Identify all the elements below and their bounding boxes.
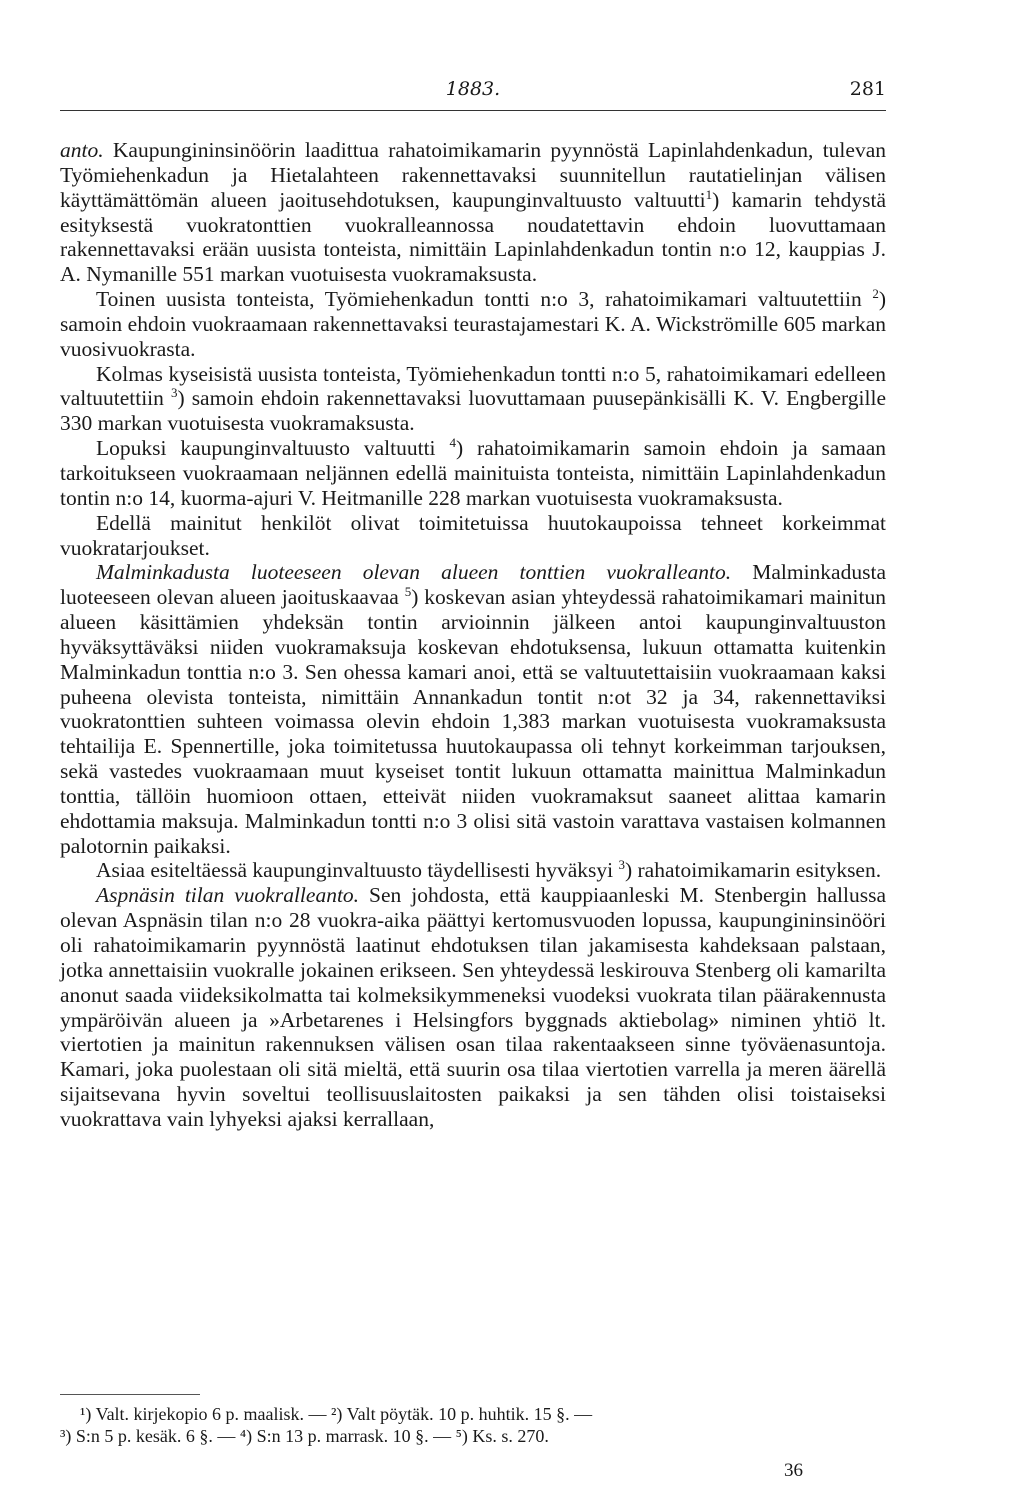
footnote-ref-3b: 3	[618, 857, 625, 873]
footnote-separator	[60, 1394, 200, 1395]
section-heading-malminkatu: Malminkadusta luoteeseen olevan alueen tonttien vuokralleanto.	[96, 560, 732, 585]
footnote-line-1: ¹) Valt. kirjekopio 6 p. maalisk. — ²) Valt pöytäk. 10 p. huhtik. 15 §. —	[80, 1404, 593, 1424]
footnote-ref-4: 4	[449, 434, 456, 450]
paragraph-7-text: Asiaa esiteltäessä kaupunginvaltuusto täydellisesti hyväksyi	[96, 858, 614, 883]
paragraph-7-text-cont: ) rahatoimikamarin esityksen.	[624, 858, 882, 883]
paragraph-3-text: Kolmas kyseisistä uusista tonteista, Työmiehenkadun tontti n:o 5, rahatoimikamari edelleen valtuutettiin	[60, 361, 886, 411]
paragraph-5-text: Edellä mainitut henkilöt olivat toimitetuissa huutokaupoissa tehneet korkeimmat vuokratarjoukset.	[60, 510, 886, 560]
paragraph-3	[60, 362, 886, 437]
paragraph-8-text: Sen johdosta, että kauppiaanleski M. Stenbergin hallussa olevan Aspnäsin tilan n:o 28 vuokra-aika päättyi kertomusvuoden lopussa, kaupungininsinööri oli rahatoimikamarin pyynnöstä laatinut ehdotuksen tilan jakamisesta kahdeksaan palstaan, jotka annettaisiin vuokralle jokainen erikseen. Sen yhteydessä leskirouva Stenberg oli kamarilta anonut saada viideksikolmatta tai kolmeksikymmeneksi vuodeksi vuokrata tilan päärakennusta ympäröivän alueen ja »Arbetarenes i Helsingfors byggnads aktiebolag» niminen yhtiö lt. viertotien ja mainitun rakennuksen välisen osan tilaa rakentaakseen sinne työväenasuntoja. Kamari, joka puolestaan oli sitä mieltä, että suurin osa tilaa viertotien varrella ja meren äärellä sijaitsevana hyvin soveltui teollisuuslaitosten paikaksi ja sen tähden olisi toistaiseksi vuokrattava vain lyhyeksi ajaksi kerrallaan,	[60, 883, 886, 1131]
footnotes	[60, 1403, 890, 1447]
footnote-ref-1: 1	[705, 186, 713, 202]
paragraph-4	[60, 436, 886, 511]
paragraph-6-text-cont: ) koskevan asian yhteydessä rahatoimikamari mainitun alueen käsittämien yhdeksän tontin arvioinnin jälkeen antoi kaupunginvaltuuston hyväksyttäväksi niiden vuokramaksuja koskevan ehdotuksensa, lukuun ottamatta kuitenkin Malminkadun tonttia n:o 3. Sen ohessa kamari anoi, että se valtuutettaisiin vuokraamaan kaksi puheena olevista tonteista, nimittäin Annankadun tontit n:ot 32 ja 34, rakennettaviksi vuokratonttien suhteen voimassa olevin ehdoin 1,383 markan vuotuisesta vuokramaksusta tehtailija E. Spennertille, joka toimitetussa huutokaupassa oli tehnyt korkeimman tarjouksen, sekä vastedes vuokraamaan muut kyseiset tontit lukuun ottamatta mainittua Malminkadun tonttia, tällöin huomioon ottaen, etteivät niiden vuokramaksut saaneet alittaa kamarin ehdottamia maksuja. Malminkadun tontti n:o 3 olisi sitä vastoin varattava vastaisen kolmannen palotornin paikaksi.	[60, 585, 886, 858]
section-heading-aspnas: Aspnäsin tilan vuokralleanto.	[96, 883, 360, 908]
footnote-ref-3: 3	[170, 385, 178, 401]
paragraph-5	[60, 511, 886, 561]
paragraph-7	[60, 858, 886, 883]
paragraph-6-text: Malminkadusta luoteeseen olevan alueen jaoituskaavaa	[60, 560, 886, 610]
footnote-line-2: ³) S:n 5 p. kesäk. 6 §. — ⁴) S:n 13 p. marrask. 10 §. — ⁵) Ks. s. 270.	[60, 1426, 549, 1446]
header-year: 1883.	[445, 78, 501, 100]
body-text	[60, 138, 886, 1132]
paragraph-8	[60, 883, 886, 1131]
paragraph-1	[60, 138, 886, 287]
footnote-ref-5: 5	[404, 584, 412, 600]
paragraph-3-text-cont: ) samoin ehdoin rakennettavaksi luovuttamaan puusepänkisälli K. V. Engbergille 330 markan vuotuisesta vuokramaksusta.	[60, 386, 886, 436]
paragraph-1-text: Kaupungininsinöörin laadittua rahatoimikamarin pyynnöstä Lapinlahdenkadun, tulevan Työmiehenkadun ja Hietalahteen rakennettavaksi suunnitellun rautatielinjan välisen käyttämättömän alueen jaoitusehdotuksen, kaupunginvaltuusto valtuutti	[60, 138, 886, 212]
paragraph-6	[60, 560, 886, 858]
running-header	[60, 78, 886, 106]
paragraph-4-text-cont: ) rahatoimikamarin samoin ehdoin ja samaan tarkoitukseen vuokraamaan neljännen edellä mainituista tonteista, nimittäin Lapinlahdenkadun tontin n:o 14, kuorma-ajuri V. Heitmanille 228 markan vuotuisesta vuokramaksusta.	[60, 436, 887, 510]
paragraph-2	[60, 287, 886, 362]
header-rule	[60, 110, 886, 111]
paragraph-2-text: Toinen uusista tonteista, Työmiehenkadun tontti n:o 3, rahatoimikamari valtuutettiin	[96, 287, 862, 312]
paragraph-2-text-cont: ) samoin ehdoin vuokraamaan rakennettavaksi teurastajamestari K. A. Wickströmille 605 markan vuosivuokrasta.	[60, 287, 886, 361]
paragraph-1-lead: anto.	[60, 138, 104, 162]
footnote-ref-2: 2	[872, 285, 879, 301]
paragraph-4-text: Lopuksi kaupunginvaltuusto valtuutti	[96, 436, 436, 461]
page-number: 281	[849, 78, 886, 100]
paragraph-1-text-cont: ) kamarin tehdystä esityksestä vuokratonttien vuokralleannossa noudatettavin ehdoin luovuttamaan rakennettavaksi erään uusista tonteista, nimittäin Lapinlahdenkadun tontin n:o 12, kauppias J. A. Nymanille 551 markan vuotuisesta vuokramaksusta.	[60, 187, 886, 287]
signature-mark: 36	[784, 1460, 803, 1481]
